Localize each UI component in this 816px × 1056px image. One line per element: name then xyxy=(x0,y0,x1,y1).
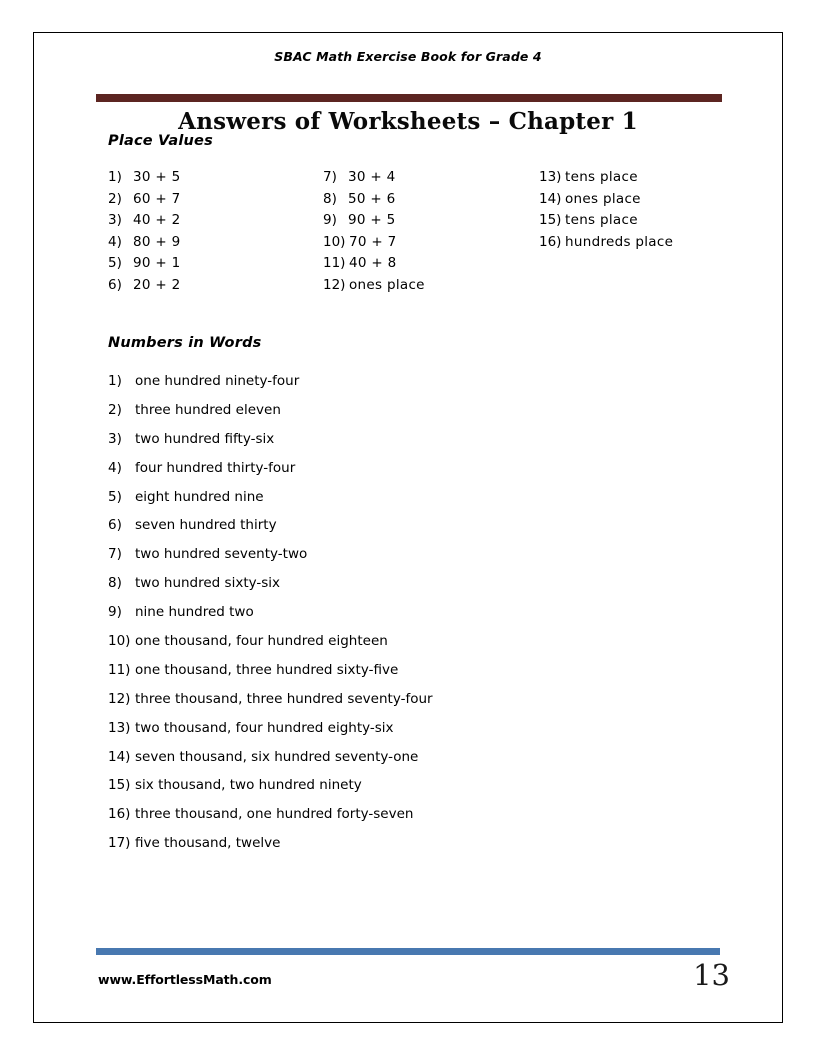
item-answer: 40 + 8 xyxy=(349,255,397,271)
item-answer: three thousand, one hundred forty-seven xyxy=(135,806,414,823)
item-number: 10) xyxy=(108,633,131,650)
numbers-in-words-item xyxy=(108,835,433,864)
place-values-item xyxy=(323,212,425,234)
place-values-item xyxy=(108,277,180,299)
item-answer: two hundred sixty-six xyxy=(135,575,281,592)
item-number: 17) xyxy=(108,835,131,852)
section-heading-numbers-in-words: Numbers in Words xyxy=(108,335,262,351)
numbers-in-words-item xyxy=(108,575,433,604)
place-values-item xyxy=(108,169,180,191)
item-number: 6) xyxy=(108,276,122,293)
item-answer: one thousand, three hundred sixty-five xyxy=(135,661,399,678)
item-answer: seven hundred thirty xyxy=(135,517,277,534)
numbers-in-words-item xyxy=(108,662,433,691)
place-values-item xyxy=(539,191,673,213)
item-number: 1) xyxy=(108,169,122,185)
numbers-in-words-item xyxy=(108,806,433,835)
item-answer: 30 + 5 xyxy=(133,169,181,185)
item-answer: tens place xyxy=(565,169,638,185)
place-values-column-1 xyxy=(108,169,180,298)
numbers-in-words-item xyxy=(108,489,433,518)
page-title: Answers of Worksheets – Chapter 1 xyxy=(178,108,638,136)
place-values-column-2 xyxy=(323,169,425,298)
numbers-in-words-item xyxy=(108,431,433,460)
item-answer: ones place xyxy=(565,190,641,207)
item-number: 12) xyxy=(108,690,131,707)
item-number: 8) xyxy=(108,575,122,592)
item-number: 15) xyxy=(108,777,131,794)
item-number: 12) xyxy=(323,276,346,293)
item-answer: six thousand, two hundred ninety xyxy=(135,777,362,794)
content-area xyxy=(34,33,782,1022)
place-values-item xyxy=(323,191,425,213)
item-answer: seven thousand, six hundred seventy-one xyxy=(135,748,419,765)
footer-page-number: 13 xyxy=(693,958,730,992)
item-answer: one hundred ninety-four xyxy=(135,373,300,389)
item-number: 3) xyxy=(108,430,122,447)
item-answer: ones place xyxy=(349,276,425,293)
item-number: 5) xyxy=(108,255,122,271)
place-values-item xyxy=(539,169,673,191)
place-values-item xyxy=(539,212,673,234)
item-answer: nine hundred two xyxy=(135,604,254,621)
place-values-item xyxy=(108,212,180,234)
item-number: 16) xyxy=(539,233,562,250)
item-number: 11) xyxy=(108,661,131,678)
place-values-item xyxy=(323,169,425,191)
section-heading-place-values: Place Values xyxy=(108,133,213,149)
item-number: 1) xyxy=(108,373,122,389)
numbers-in-words-item xyxy=(108,546,433,575)
item-answer: 50 + 6 xyxy=(348,190,396,207)
place-values-item xyxy=(108,234,180,256)
page-sheet xyxy=(33,32,783,1023)
item-answer: 30 + 4 xyxy=(348,169,396,185)
item-answer: tens place xyxy=(565,212,638,228)
numbers-in-words-item xyxy=(108,373,433,402)
item-answer: hundreds place xyxy=(565,233,674,250)
item-number: 13) xyxy=(539,169,562,185)
item-number: 5) xyxy=(108,488,122,505)
item-answer: 90 + 5 xyxy=(348,212,396,228)
place-values-item xyxy=(323,255,425,277)
item-number: 14) xyxy=(108,748,131,765)
item-answer: 70 + 7 xyxy=(349,233,397,250)
item-number: 15) xyxy=(539,212,562,228)
item-number: 7) xyxy=(323,169,337,185)
item-answer: two hundred seventy-two xyxy=(135,546,308,563)
item-number: 10) xyxy=(323,233,346,250)
numbers-in-words-list xyxy=(108,373,433,864)
item-number: 9) xyxy=(108,604,122,621)
numbers-in-words-item xyxy=(108,720,433,749)
item-answer: five thousand, twelve xyxy=(135,835,281,852)
item-number: 7) xyxy=(108,546,122,563)
item-answer: 60 + 7 xyxy=(133,190,181,207)
numbers-in-words-item xyxy=(108,633,433,662)
item-answer: 80 + 9 xyxy=(133,233,181,250)
item-number: 2) xyxy=(108,401,122,418)
numbers-in-words-item xyxy=(108,749,433,778)
item-number: 4) xyxy=(108,459,122,476)
item-answer: one thousand, four hundred eighteen xyxy=(135,633,388,650)
item-answer: 20 + 2 xyxy=(133,276,181,293)
item-number: 16) xyxy=(108,806,131,823)
running-header: SBAC Math Exercise Book for Grade 4 xyxy=(274,49,542,64)
place-values-item xyxy=(108,255,180,277)
numbers-in-words-item xyxy=(108,460,433,489)
item-number: 8) xyxy=(323,190,337,207)
item-number: 4) xyxy=(108,233,122,250)
numbers-in-words-item xyxy=(108,777,433,806)
footer-rule xyxy=(96,948,720,955)
item-number: 11) xyxy=(323,255,346,271)
place-values-item xyxy=(108,191,180,213)
place-values-item xyxy=(323,234,425,256)
numbers-in-words-item xyxy=(108,402,433,431)
place-values-item xyxy=(539,234,673,256)
place-values-item xyxy=(323,277,425,299)
item-number: 6) xyxy=(108,517,122,534)
numbers-in-words-item xyxy=(108,691,433,720)
item-answer: 40 + 2 xyxy=(133,212,181,228)
item-answer: eight hundred nine xyxy=(135,488,264,505)
numbers-in-words-item xyxy=(108,517,433,546)
place-values-column-3 xyxy=(539,169,673,255)
item-answer: three thousand, three hundred seventy-four xyxy=(135,690,433,707)
item-answer: 90 + 1 xyxy=(133,255,181,271)
item-number: 13) xyxy=(108,719,131,736)
item-answer: two thousand, four hundred eighty-six xyxy=(135,719,394,736)
footer-website: www.EffortlessMath.com xyxy=(98,972,272,987)
item-number: 14) xyxy=(539,190,562,207)
item-answer: three hundred eleven xyxy=(135,401,281,418)
item-number: 9) xyxy=(323,212,337,228)
item-number: 3) xyxy=(108,212,122,228)
item-answer: two hundred fifty-six xyxy=(135,430,275,447)
item-number: 2) xyxy=(108,190,122,207)
numbers-in-words-item xyxy=(108,604,433,633)
item-answer: four hundred thirty-four xyxy=(135,459,296,476)
